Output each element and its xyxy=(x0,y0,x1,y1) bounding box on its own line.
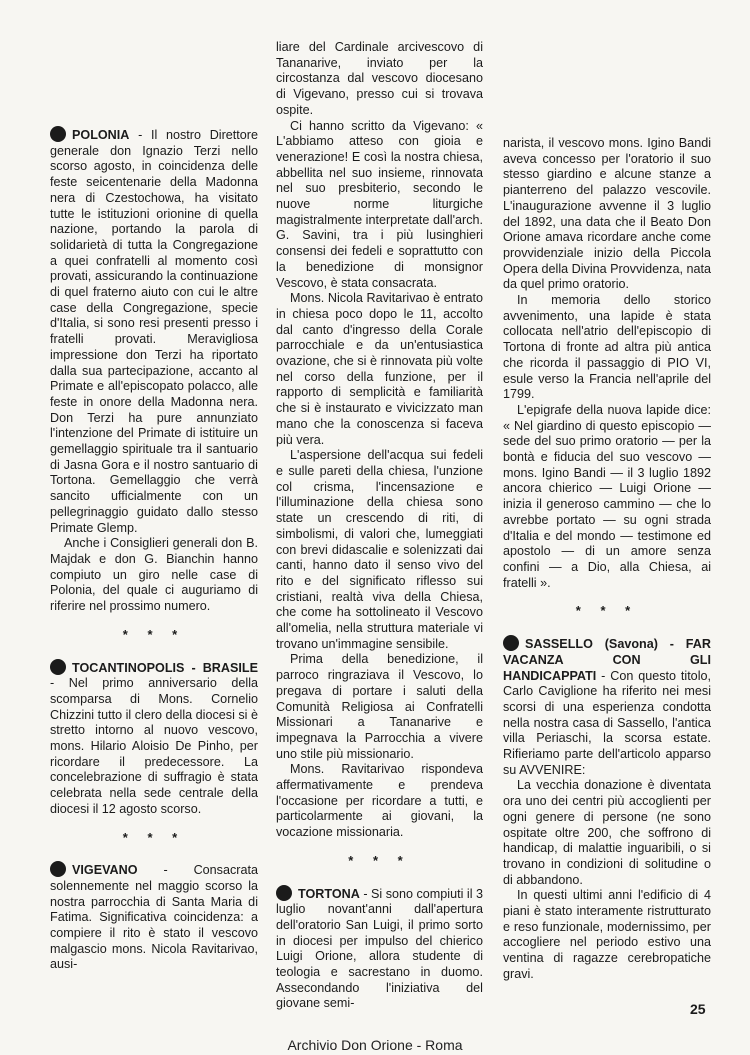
page-number: 25 xyxy=(690,1001,706,1017)
section-separator: * * * xyxy=(122,626,186,642)
section-separator: * * * xyxy=(348,852,411,868)
article-paragraph: Prima della benedizione, il parroco ringraziava il Vescovo, lo pregava di portare i saluti della Comunità Religiosa ai Confratelli Missionari a Tananarive e impegnava la Parrocchia a vivere uno stile più missionario. xyxy=(276,652,483,761)
article-paragraph: L'aspersione dell'acqua sui fedeli e sulle pareti della chiesa, l'unzione col crisma, l'incensazione e l'illuminazione della chiesa sono state un crescendo di riti, di simbolismi, di valori che, lumeggiati con brevi didascalie e solenizzati dai canti, hanno dato il senso vivo del rito e del significato riflesso sui cristiani, realtà viva della Chiesa, che come ha sottolineato il Vescovo all'omelia, nella struttura materiale vi trovano un'immagine sensibile. xyxy=(276,448,483,651)
section-separator: * * * xyxy=(122,829,186,845)
bullet-icon xyxy=(503,635,519,651)
archive-footer: Archivio Don Orione - Roma xyxy=(287,1037,463,1053)
article-heading: TORTONA xyxy=(298,886,360,901)
bullet-icon xyxy=(276,885,292,901)
section-separator: * * * xyxy=(575,603,639,619)
article-paragraph: liare del Cardinale arcivescovo di Tananarive, inviato per la circostanza dal vescovo diocesano di Vigevano, presso cui si trovava ospite. xyxy=(276,40,483,117)
article-paragraph: L'epigrafe della nuova lapide dice: « Nel giardino di questo episcopio — sede del suo primo oratorio — per la bontà e fiducia del suo vescovo — mons. Igino Bandi — il 3 luglio 1892 ancora chierico — Luigi Orione — inizia il generoso cammino — che lo avrebbe portato — su ogni strada d'Italia e del mondo — testimone ed apostolo — di un amore senza confini — a Dio, alla Chiesa, ai fratelli ». xyxy=(503,402,711,590)
article-paragraph: In memoria dello storico avvenimento, una lapide è stata collocata nell'atrio dell'episcopio di Tortona di fronte ad altra più antica che ricorda il passaggio di PIO VI, esule verso la Francia nell'aprile del 1799. xyxy=(503,293,711,402)
article-paragraph: La vecchia donazione è diventata ora uno dei centri più accoglienti per ogni genere di persone (ne sono ospitate oltre 200, che soffrono di handicap, di malattie inguaribili, o si trovano in condizioni di solitudine o di abbandono. xyxy=(503,778,711,887)
article-sassello-p1: SASSELLO (Savona) - FAR VACANZA CON GLI HANDICAPPATI - Con questo titolo, Carlo Caviglione ha riferito nei mesi scorsi di una esperienza condotta nella nostra casa di Sassello, l'antica villa Periaschi, la scorsa estate. Rifieriamo parte dell'articolo apparso su AVVENIRE: xyxy=(503,637,711,777)
article-vigevano-p1: VIGEVANO - Consacrata solennemente nel maggio scorso la nostra parrocchia di Santa Maria di Fatima. Significativa coincidenza: a compiere il rito è stato il vescovo malgascio mons. Nicola Ravitarivao, ausi- xyxy=(50,863,258,972)
article-paragraph: Anche i Consiglieri generali don B. Majdak e don G. Bianchin hanno compiuto un giro nelle case di Polonia, del quale ci auguriamo di riferire nel prossimo numero. xyxy=(50,536,258,614)
article-paragraph: narista, il vescovo mons. Igino Bandi aveva concesso per l'oratorio il suo stesso giardino e alcune stanze a pianterreno del palazzo vescovile. L'inaugurazione avvenne il 3 luglio del 1892, una data che il Beato Don Orione amava ricordare anche come provvidenziale inizio della Piccola Opera della Divina Provvidenza, nata da quel primo oratorio. xyxy=(503,136,711,292)
article-paragraph: In questi ultimi anni l'edificio di 4 piani è stato interamente ristrutturato e reso funzionale, modernissimo, per accogliere nel periodo estivo una ventina di ragazze cerebropatiche gravi. xyxy=(503,888,711,981)
bullet-icon xyxy=(50,126,66,142)
column-3 xyxy=(503,136,711,983)
article-heading: POLONIA xyxy=(72,128,130,142)
column-2 xyxy=(276,40,483,1012)
article-polonia-p1: POLONIA - Il nostro Direttore generale don Ignazio Terzi nello scorso agosto, in coincidenza delle feste seicentenarie della Madonna nera di Czestochowa, ha visitato tutte le istituzioni orionine di quella nazione, portando la parola di solidarietà di tutta la Congregazione a quei confratelli al momento così provati, assicurando la continuazione di quel fraterno aiuto con cui le altre case della Congregazione, specie d'Italia, si sono resi presenti presso i fratelli provati. Meravigliosa impressione don Terzi ha riportato dalla sua partecipazione, accanto al Primate e all'episcopato polacco, alle feste in onore della Madonna nera. Don Terzi ha pure annunziato l'intenzione del Primate di istituire un gemellaggio spirituale tra il santuario di Jasna Gora e il nostro santuario di Tortona. Gemellaggio che verrà sancito ufficialmente con un pellegrinaggio guidato dallo stesso Primate Glemp. xyxy=(50,128,259,535)
article-heading: SASSELLO (Savona) - FAR VACANZA CON GLI HANDICAPPATI xyxy=(503,637,711,683)
article-tocantinopolis-p1: TOCANTINOPOLIS - BRASILE - Nel primo anniversario della scomparsa di Mons. Cornelio Chizzini tutto il clero della diocesi si è stretto intorno al nuovo vescovo, mons. Hilario Aloisio De Pinho, per ricordare il predecessore. La concelebrazione di suffragio è stata celebrata nella sede centrale della diocesi il 12 agosto scorso. xyxy=(50,660,258,816)
article-paragraph: Mons. Ravitarivao rispondeva affermativamente e prendeva l'occasione per ricordare a tutti, e particolarmente ai giovani, la vocazione missionaria. xyxy=(276,762,483,840)
article-paragraph: Mons. Nicola Ravitarivao è entrato in chiesa poco dopo le 11, accolto dal canto d'ingresso della Corale parrocchiale e da un'entusiastica ovazione, che si è rinnovata più volte nel corso della funzione, per il rapporto di semplicità e familiarità che si è instaurato e vivicizzato man mano che la conoscenza si faceva più vera. xyxy=(276,291,483,447)
article-paragraph: Ci hanno scritto da Vigevano: « L'abbiamo atteso con gioia e venerazione! E così la nostra chiesa, abbellita nel suo insieme, rinnovata nel suo presbiterio, secondo le nuove norme liturgiche magistralmente interpretate dall'arch. G. Savini, tra i più lusinghieri consensi dei fedeli e soprattutto con la benedizione di monsignor Vescovo, è stata consacrata. xyxy=(276,118,483,290)
article-tortona-p1: TORTONA - Si sono compiuti il 3 luglio novant'anni dall'apertura dell'oratorio San Luigi, il primo sorto in diocesi per impulso del chierico Luigi Orione, allora studente di teologia e sacrestano in duomo. Assecondando l'iniziativa del giovane semi- xyxy=(276,886,484,1011)
column-1 xyxy=(50,126,258,973)
bullet-icon xyxy=(50,659,66,675)
article-heading: VIGEVANO xyxy=(72,863,138,878)
bullet-icon xyxy=(50,861,66,877)
article-heading: TOCANTINOPOLIS - BRASILE xyxy=(72,660,258,675)
